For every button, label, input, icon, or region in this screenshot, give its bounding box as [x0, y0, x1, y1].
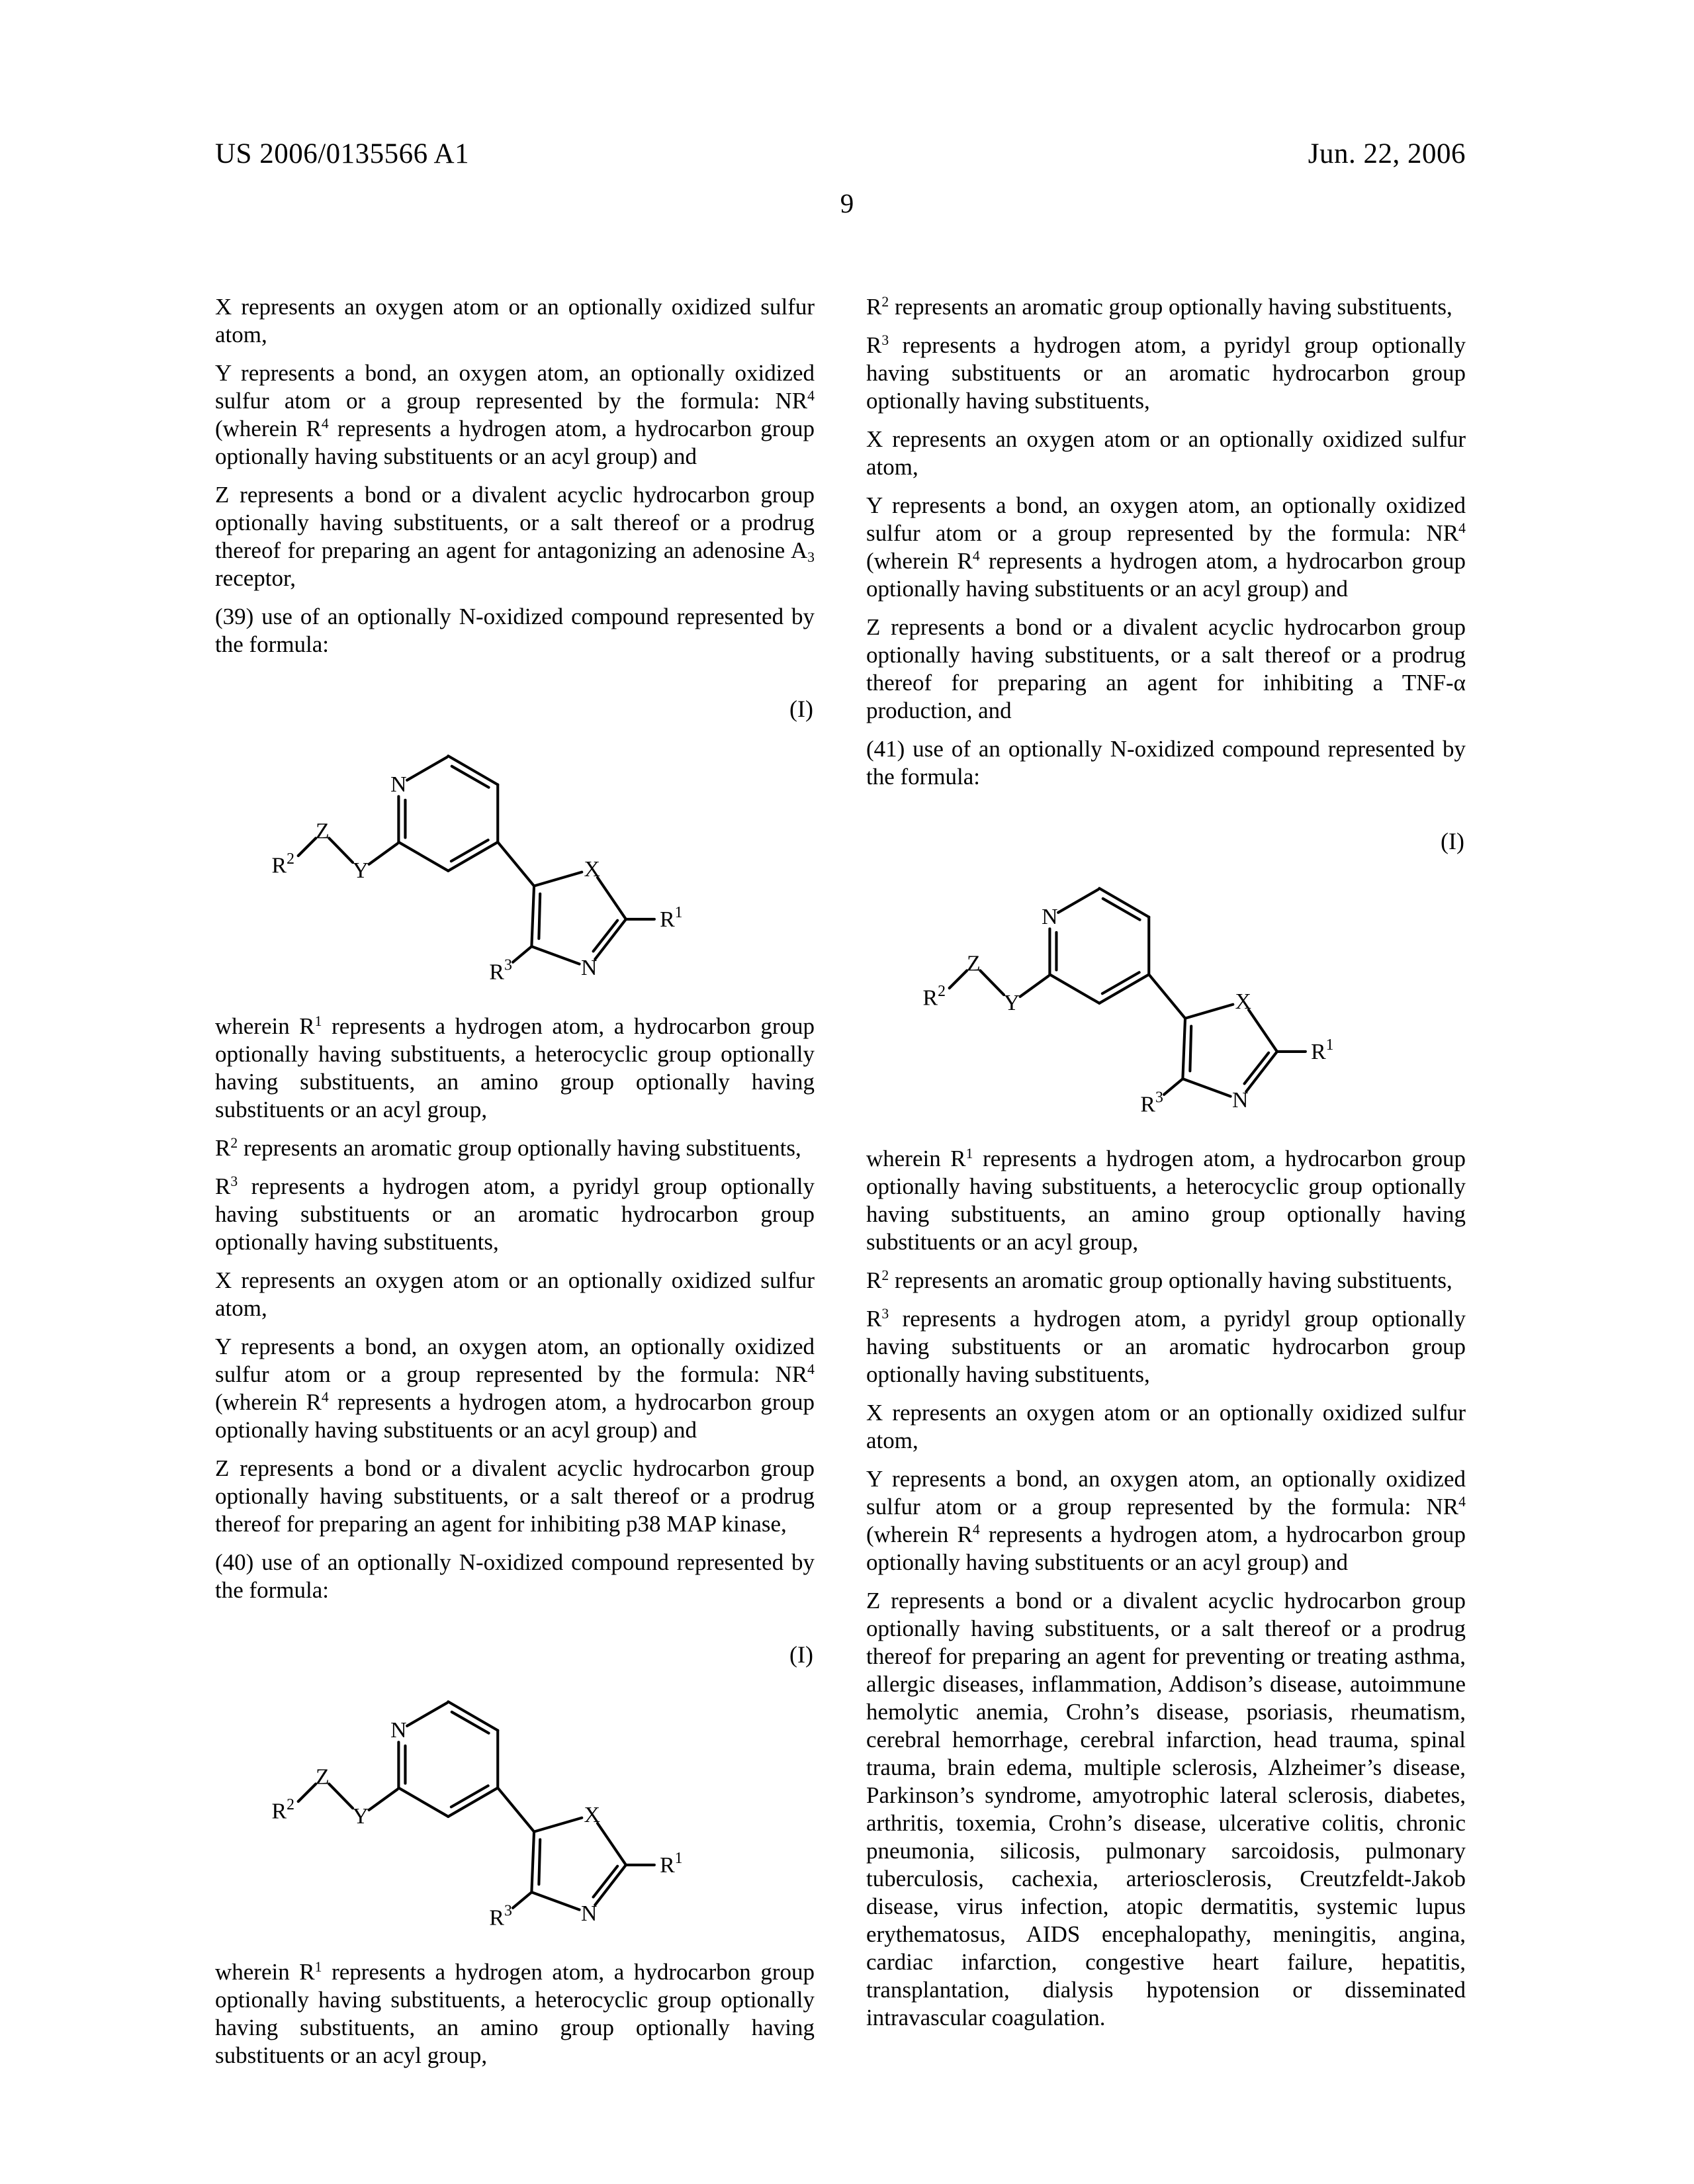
paragraph-r3-definition: $R^3$ represents a hydrogen atom, a pyridyl group optionally having substituents or an aromatic hydrocarbon group optionally having substituents, [215, 1173, 815, 1255]
page-number: 9 [840, 188, 854, 218]
formula-number: (I) [789, 1641, 813, 1668]
paragraph-y-definition: Y represents a bond, an oxygen atom, an optionally oxidized sulfur atom or a group represented by the formula: $NR^4$ (wherein $R^4$ represents a hydrogen atom, a hydrocarbon group optionally having substituents or an acyl group) and [866, 1466, 1466, 1575]
paragraph-y-definition: Y represents a bond, an oxygen atom, an optionally oxidized sulfur atom or a group represented by the formula: $NR^4$ (wherein $R^4$ represents a hydrogen atom, a hydrocarbon group optionally having substituents or an acyl group) and [215, 1334, 815, 1443]
paragraph-z-definition-adenosine: Z represents a bond or a divalent acyclic hydrocarbon group optionally having substituents, or a salt thereof or a prodrug thereof for preparing an agent for antagonizing an adenosine $A_3$ receptor, [215, 482, 815, 591]
paragraph-z-definition-diseases: Z represents a bond or a divalent acyclic hydrocarbon group optionally having substituents, or a salt thereof or a prodrug thereof for preparing an agent for preventing or treating asthma, allergic diseases, inflammation, Addison’s disease, autoimmune hemolytic anemia, Crohn’s disease, psoriasis, rheumatism, cerebral hemorrhage, cerebral infarction, head trauma, spinal trauma, brain edema, multiple sclerosis, Alzheimer’s disease, Parkinson’s syndrome, amyotrophic lateral sclerosis, diabetes, arthritis, toxemia, Crohn’s disease, ulcerative colitis, chronic pneumonia, silicosis, pulmonary sarcoidosis, pulmonary tuberculosis, cachexia, arteriosclerosis, Creutzfeldt-Jakob disease, virus infection, atopic dermatitis, systemic lupus erythematosus, AIDS encephalopathy, meningitis, angina, cardiac infarction, congestive heart failure, hepatitis, transplantation, dialysis hypotension or disseminated intravascular coagulation. [866, 1588, 1466, 2030]
paragraph-z-definition-tnf: Z represents a bond or a divalent acyclic hydrocarbon group optionally having substituents, or a salt thereof or a prodrug thereof for preparing an agent for inhibiting a TNF-α production, and [866, 614, 1466, 723]
paragraph-claim-40: (40) use of an optionally N-oxidized compound represented by the formula: [215, 1549, 815, 1603]
paragraph-r3-definition: $R^3$ represents a hydrogen atom, a pyridyl group optionally having substituents or an aromatic hydrocarbon group optionally having substituents, [866, 1306, 1466, 1387]
publication-number: US 2006/0135566 A1 [215, 138, 470, 169]
formula-number: (I) [1441, 828, 1464, 854]
paragraph-x-definition: X represents an oxygen atom or an optionally oxidized sulfur atom, [215, 294, 815, 347]
chemical-structure-drawing [267, 1668, 690, 1934]
paragraph-x-definition: X represents an oxygen atom or an optionally oxidized sulfur atom, [866, 426, 1466, 480]
right-column [866, 293, 1466, 2080]
page-header [215, 138, 1466, 170]
chemical-structure-drawing [267, 723, 690, 989]
paragraph-r1-definition: wherein $R^1$ represents a hydrogen atom, a hydrocarbon group optionally having substituents, a heterocyclic group optionally having substituents, an amino group optionally having substituents or an acyl group, [215, 1959, 815, 2068]
page-body [215, 293, 1466, 2080]
paragraph-r2-definition: $R^2$ represents an aromatic group optionally having substituents, [215, 1135, 801, 1161]
formula-figure-40 [215, 1641, 815, 1945]
formula-figure-41 [866, 827, 1466, 1132]
formula-figure-39 [215, 695, 815, 999]
paragraph-y-definition: Y represents a bond, an oxygen atom, an optionally oxidized sulfur atom or a group represented by the formula: $NR^4$ (wherein $R^4$ represents a hydrogen atom, a hydrocarbon group optionally having substituents or an acyl group) and [866, 492, 1466, 602]
paragraph-claim-41: (41) use of an optionally N-oxidized compound represented by the formula: [866, 736, 1466, 790]
left-column [215, 293, 815, 2080]
formula-number: (I) [789, 696, 813, 722]
paragraph-z-definition-p38: Z represents a bond or a divalent acyclic hydrocarbon group optionally having substituents, or a salt thereof or a prodrug thereof for preparing an agent for inhibiting p38 MAP kinase, [215, 1455, 815, 1537]
publication-date: Jun. 22, 2006 [1308, 138, 1466, 169]
paragraph-y-definition: Y represents a bond, an oxygen atom, an optionally oxidized sulfur atom or a group represented by the formula: $NR^4$ (wherein $R^4$ represents a hydrogen atom, a hydrocarbon group optionally having substituents or an acyl group) and [215, 360, 815, 469]
paragraph-x-definition: X represents an oxygen atom or an optionally oxidized sulfur atom, [215, 1267, 815, 1321]
paragraph-x-definition: X represents an oxygen atom or an optionally oxidized sulfur atom, [866, 1400, 1466, 1453]
paragraph-r3-definition: $R^3$ represents a hydrogen atom, a pyridyl group optionally having substituents or an aromatic hydrocarbon group optionally having substituents, [866, 332, 1466, 414]
chemical-structure-drawing [918, 855, 1341, 1121]
paragraph-r2-definition: $R^2$ represents an aromatic group optionally having substituents, [866, 294, 1452, 320]
paragraph-claim-39: (39) use of an optionally N-oxidized compound represented by the formula: [215, 604, 815, 657]
paragraph-r2-definition: $R^2$ represents an aromatic group optionally having substituents, [866, 1267, 1452, 1293]
paragraph-r1-definition: wherein $R^1$ represents a hydrogen atom, a hydrocarbon group optionally having substituents, a heterocyclic group optionally having substituents, an amino group optionally having substituents or an acyl group, [215, 1013, 815, 1122]
paragraph-r1-definition: wherein $R^1$ represents a hydrogen atom, a hydrocarbon group optionally having substituents, a heterocyclic group optionally having substituents, an amino group optionally having substituents or an acyl group, [866, 1146, 1466, 1255]
